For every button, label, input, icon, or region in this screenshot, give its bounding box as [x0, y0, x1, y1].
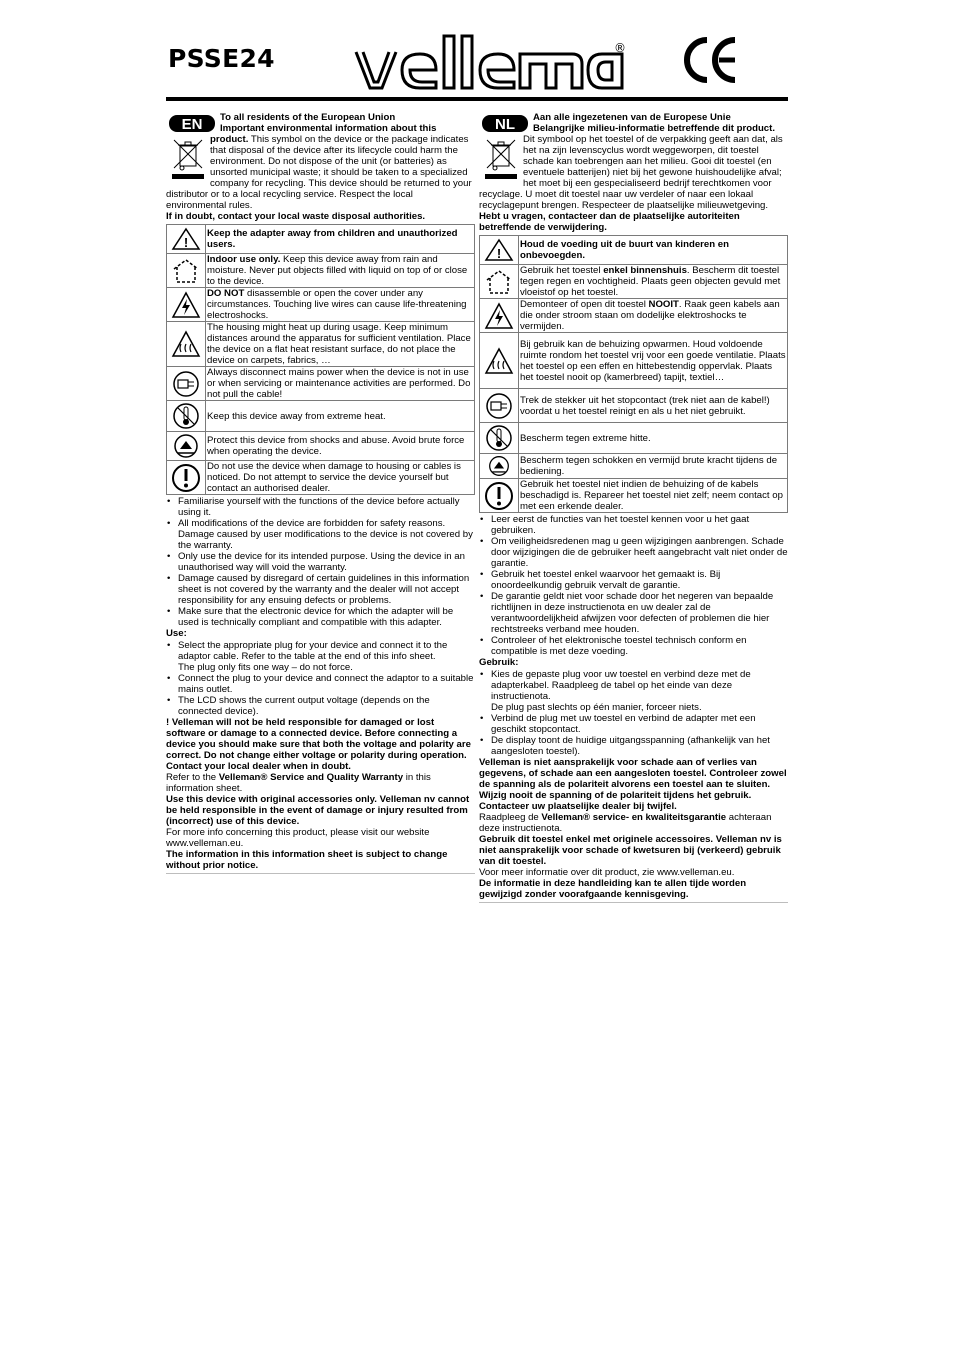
- en-notice: ! Velleman will not be held responsible for damaged or lost software or damage to a connected device. Before connecting a device you should make sure that both the voltage and polarity are correct. Do not change either voltage or polarity during operation. Contact your local dealer when in doubt.: [166, 717, 471, 772]
- en-intro-bold: If in doubt, contact your local waste disposal authorities.: [166, 211, 426, 222]
- nl-use-bullets: [479, 669, 788, 757]
- table-row: Gebruik het toestel niet indien de behuizing of de kabels beschadigd is. Repareer het toestel niet zelf; neem contact op met een erkende dealer.: [480, 479, 788, 513]
- electric-shock-icon: [171, 291, 201, 319]
- model-number: PSSE24: [168, 44, 275, 73]
- registered-mark: ®: [614, 41, 626, 55]
- en-intro-title-2: Important environmental information about this: [220, 123, 437, 134]
- table-row: The housing might heat up during usage. Keep minimum distances around the apparatus for sufficient ventilation. Place the device on a flat heat resistant surface, do not place the device on carpets, fabrics, …: [167, 322, 475, 367]
- list-item: • De garantie geldt niet voor schade door het negeren van bepaalde richtlijnen in deze instructienota en uw dealer zal de verantwoordelijkheid afwijzen voor defecten of problemen die hier rechtstreeks verband mee houden.: [491, 591, 788, 635]
- en-final-notice: The information in this information sheet is subject to change without prior notice.: [166, 849, 475, 874]
- en-accessories-notice: Use this device with original accessories only. Velleman nv cannot be held responsible in the event of damage or injury resulted from (incorrect) use of this device.: [166, 794, 470, 827]
- table-row: Always disconnect mains power when the device is not in use or when servicing or maintenance activities are performed. Do not pull the cable!: [167, 367, 475, 401]
- list-item: • De display toont de huidige uitgangsspanning (afhankelijk van het aangesloten toestel).: [491, 735, 788, 757]
- svg-text:NL: NL: [495, 116, 515, 133]
- english-column: [166, 112, 475, 874]
- table-row: DO NOT disassemble or open the cover under any circumstances. Touching live wires can cause life-threatening electroshocks.: [167, 288, 475, 322]
- list-item: • Verbind de plug met uw toestel en verbind de adapter met een geschikt stopcontact.: [491, 713, 788, 735]
- nl-more-info: Voor meer informatie over dit product, zie www.velleman.eu.: [479, 867, 735, 878]
- en-use-bullets: [166, 640, 475, 717]
- unplug-icon: [485, 392, 513, 420]
- crossed-bin-icon: [170, 136, 206, 180]
- list-item: • Familiarise yourself with the functions of the device before actually using it.: [178, 496, 475, 518]
- en-general-bullets: [166, 496, 475, 628]
- list-item: • Make sure that the electronic device for which the adapter will be used is technically compliant and compatible with this adapter.: [178, 606, 475, 628]
- nl-intro-title-2: Belangrijke milieu-informatie betreffende dit product.: [533, 123, 776, 134]
- list-item: • Damage caused by disregard of certain guidelines in this information sheet is not covered by the warranty and the dealer will not accept responsibility for any ensuing defects or problems.: [178, 573, 475, 606]
- nl-warnings-table: [479, 235, 788, 513]
- dutch-column: [479, 112, 788, 903]
- list-item: • Select the appropriate plug for your device and connect it to the adaptor cable. Refer to the table at the end of this info sheet. The plug only fits one way – do not force.: [178, 640, 475, 673]
- en-warnings-table: [166, 224, 475, 495]
- nl-accessories-notice: Gebruik dit toestel enkel met originele accessoires. Velleman nv is niet aansprakelijk voor schade of kwetsuren bij (verkeerd) gebruik van dit toestel.: [479, 834, 782, 867]
- unplug-icon: [172, 370, 200, 398]
- svg-text:EN: EN: [181, 116, 203, 133]
- indoor-house-icon: [171, 257, 201, 285]
- en-more-info: For more info concerning this product, please visit our website www.velleman.eu.: [166, 827, 430, 849]
- hot-surface-icon: [171, 330, 201, 358]
- table-row: Bij gebruik kan de behuizing opwarmen. Houd voldoende ruimte rondom het toestel vrij voor een goede ventilatie. Plaats het toestel op een effen en hittebestendig oppervlak. Plaats het toestel nooit op (kamerbreed) tapijt, textiel…: [480, 333, 788, 389]
- table-row: Demonteer of open dit toestel NOOIT. Raak geen kabels aan die onder stroom staan om dodelijke elektroshocks te vermijden.: [480, 299, 788, 333]
- shock-protection-icon: [486, 455, 512, 477]
- list-item: • Controleer of het elektronische toestel technisch conform en compatible is met deze voeding.: [491, 635, 788, 657]
- list-item: • All modifications of the device are forbidden for safety reasons. Damage caused by user modifications to the device is not covered by the warranty.: [178, 518, 475, 551]
- nl-notice: Velleman is niet aansprakelijk voor schade aan of verlies van gegevens, of schade aan een aangesloten toestel. Controleer zowel de spanning als de polariteit alvorens een toestel aan te sluiten. Wijzig nooit de spanning of de polariteit tijdens het gebruik. Contacteer uw plaatselijke dealer bij twijfel.: [479, 757, 787, 812]
- en-intro-text: product. This symbol on the device or the package indicates that disposal of the device after its lifecycle could harm the environment. Do not dispose of the unit (or batteries) as unsorted municipal waste; it should be taken to a specialized company for recycling. This device should be returned to your distributor or to a local recycling service. Respect the local environmental rules.: [166, 134, 472, 211]
- svg-text:!: !: [183, 235, 189, 250]
- crossed-bin-icon: [483, 136, 519, 180]
- en-warranty-reference: Refer to the Velleman® Service and Quality Warranty in this information sheet.: [166, 772, 431, 794]
- en-use-title: Use:: [166, 628, 187, 639]
- table-row: Trek de stekker uit het stopcontact (trek niet aan de kabel!) voordat u het toestel reinigt en als u het niet gebruikt.: [480, 389, 788, 423]
- table-row: Indoor use only. Keep this device away from rain and moisture. Never put objects filled with liquid on top of or close to the device.: [167, 254, 475, 288]
- nl-general-bullets: [479, 514, 788, 657]
- list-item: • Connect the plug to your device and connect the adaptor to a suitable mains outlet.: [178, 673, 475, 695]
- list-item: • The LCD shows the current output voltage (depends on the connected device).: [178, 695, 475, 717]
- electric-shock-icon: [484, 302, 514, 330]
- table-row: Protect this device from shocks and abuse. Avoid brute force when operating the device.: [167, 432, 475, 461]
- warning-triangle-icon: [171, 227, 201, 251]
- list-item: • Gebruik het toestel enkel waarvoor het gemaakt is. Bij onoordeelkundig gebruik vervalt de garantie.: [491, 569, 788, 591]
- warning-triangle-icon: [484, 238, 514, 262]
- svg-text:!: !: [496, 246, 502, 261]
- list-item: • Om veiligheidsredenen mag u geen wijzigingen aanbrengen. Schade door wijzigingen die de gebruiker heeft aangebracht valt niet onder de garantie.: [491, 536, 788, 569]
- en-flag-badge: [168, 114, 216, 133]
- ce-mark: [683, 36, 739, 84]
- nl-use-title: Gebruik:: [479, 657, 519, 668]
- shock-protection-icon: [172, 433, 200, 459]
- list-item: • Only use the device for its intended purpose. Using the device in an unauthorised way will void the warranty.: [178, 551, 475, 573]
- nl-intro-title-1: Aan alle ingezetenen van de Europese Unie: [533, 112, 731, 123]
- hot-surface-icon: [484, 347, 514, 375]
- list-item: • Kies de gepaste plug voor uw toestel en verbind deze met de adapterkabel. Raadpleeg de tabel op het einde van deze instructienota. De plug past slechts op één manier, forceer niets.: [491, 669, 788, 713]
- nl-intro-bold: Hebt u vragen, contacteer dan de plaatselijke autoriteiten betreffende de verwijdering.: [479, 211, 740, 233]
- exclamation-circle-icon: [484, 481, 514, 511]
- table-row: ! Keep the adapter away from children and unauthorized users.: [167, 225, 475, 254]
- exclamation-circle-icon: [171, 463, 201, 493]
- table-row: Bescherm tegen extreme hitte.: [480, 423, 788, 454]
- en-environment-section: [166, 112, 475, 222]
- table-row: Bescherm tegen schokken en vermijd brute kracht tijdens de bediening.: [480, 454, 788, 479]
- list-item: • Leer eerst de functies van het toestel kennen voor u het gaat gebruiken.: [491, 514, 788, 536]
- thermometer-icon: [172, 402, 200, 430]
- nl-final-notice: De informatie in deze handleiding kan te allen tijde worden gewijzigd zonder voorafgaande kennisgeving.: [479, 878, 788, 903]
- velleman-logo: [352, 30, 627, 92]
- nl-intro-text: Dit symbool op het toestel of de verpakking geeft aan dat, als het na zijn levenscyclus wordt weggeworpen, dit toestel schade kan toebrengen aan het milieu. Gooi dit toestel (en eventuele batterijen) niet bij het gewone huishoudelijke afval; het moet bij een gespecialiseerd bedrijf terechtkomen voor recyclage. U moet dit toestel naar uw verdeler of naar een lokaal recyclagepunt brengen. Respecteer de plaatselijke milieuwetgeving.: [479, 134, 783, 211]
- nl-flag-badge: [481, 114, 529, 133]
- nl-warranty-reference: Raadpleeg de Velleman® service- en kwaliteitsgarantie achteraan deze instructienota.: [479, 812, 772, 834]
- table-row: Gebruik het toestel enkel binnenshuis. Bescherm dit toestel tegen regen en vochtigheid. Plaats geen objecten gevuld met vloeistof op het toestel.: [480, 265, 788, 299]
- header-rule: [166, 97, 788, 101]
- table-row: Keep this device away from extreme heat.: [167, 401, 475, 432]
- thermometer-icon: [485, 424, 513, 452]
- table-row: ! Houd de voeding uit de buurt van kinderen en onbevoegden.: [480, 236, 788, 265]
- table-row: Do not use the device when damage to housing or cables is noticed. Do not attempt to service the device yourself but contact an authorised dealer.: [167, 461, 475, 495]
- indoor-house-icon: [484, 268, 514, 296]
- en-intro-title-1: To all residents of the European Union: [220, 112, 396, 123]
- nl-environment-section: [479, 112, 788, 233]
